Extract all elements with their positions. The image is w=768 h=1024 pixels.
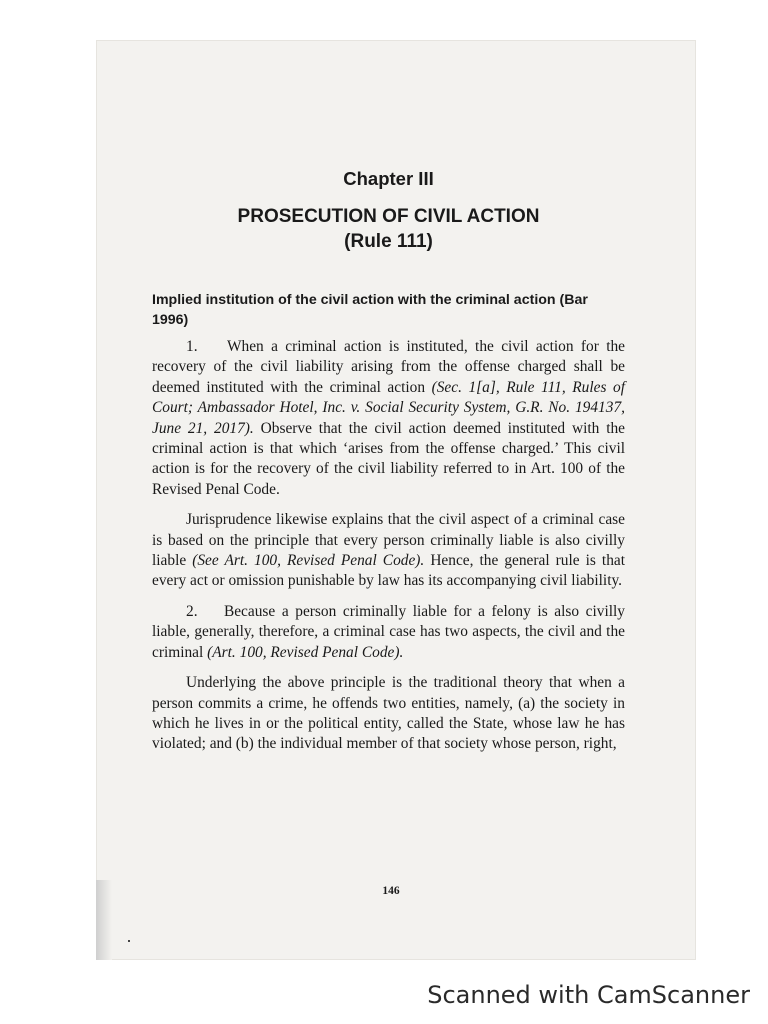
- paragraph-2: [152, 510, 625, 592]
- page-edge-shadow: [96, 880, 112, 960]
- paragraph-number: 2.: [186, 602, 198, 620]
- chapter-title: [152, 204, 625, 254]
- paragraph-text: Observe that the civil action deemed instituted with the criminal action is that which ‘arises from the offense charged.’ This civil action is for the recovery of the civil liability referred to in Art. 100 of the Revised Penal Code.: [152, 419, 625, 498]
- chapter-title-line1: PROSECUTION OF CIVIL ACTION: [237, 206, 540, 227]
- citation: (Art. 100, Revised Penal Code).: [207, 643, 404, 661]
- paragraph-text: When a criminal action is instituted, the civil action for the recovery of the civil liability arising from the offense charged shall be deemed instituted with the criminal action: [152, 338, 625, 396]
- paragraph-text: Hence, the general rule is that every act or omission punishable by law has its accompanying civil liability.: [152, 552, 625, 590]
- paragraph-text: Because a person criminally liable for a felony is also civilly liable, generally, therefore, a criminal case has two aspects, the civil and the criminal: [152, 602, 626, 661]
- chapter-label: Chapter III: [343, 168, 434, 189]
- scan-speck: [128, 940, 130, 942]
- chapter-title-line2: (Rule 111): [344, 231, 433, 252]
- section-heading: Implied institution of the civil action with the criminal action (Bar 1996): [152, 292, 588, 328]
- paragraph-text: Underlying the above principle is the traditional theory that when a person commits a crime, he offends two entities, namely, (a) the society in which he lives in or the political entity, called the State, whose law he has violated; and (b) the individual member of that society whose person, right,: [152, 674, 625, 753]
- camscanner-watermark: Scanned with CamScanner: [427, 981, 750, 1009]
- paragraph-1: [152, 337, 625, 500]
- paragraph-4: [152, 673, 625, 755]
- page-number: 146: [382, 885, 400, 897]
- paragraph-3: [152, 602, 625, 663]
- paragraph-text: Jurisprudence likewise explains that the civil aspect of a criminal case is based on the principle that every person criminally liable is also civilly liable: [152, 511, 625, 570]
- paragraph-number: 1.: [186, 338, 198, 355]
- citation: (Sec. 1[a], Rule 111, Rules of Court; Ambassador Hotel, Inc. v. Social Security System, G.R. No. 194137, June 21, 2017).: [152, 378, 625, 437]
- page-content: [152, 168, 625, 755]
- citation: (See Art. 100, Revised Penal Code).: [192, 552, 425, 570]
